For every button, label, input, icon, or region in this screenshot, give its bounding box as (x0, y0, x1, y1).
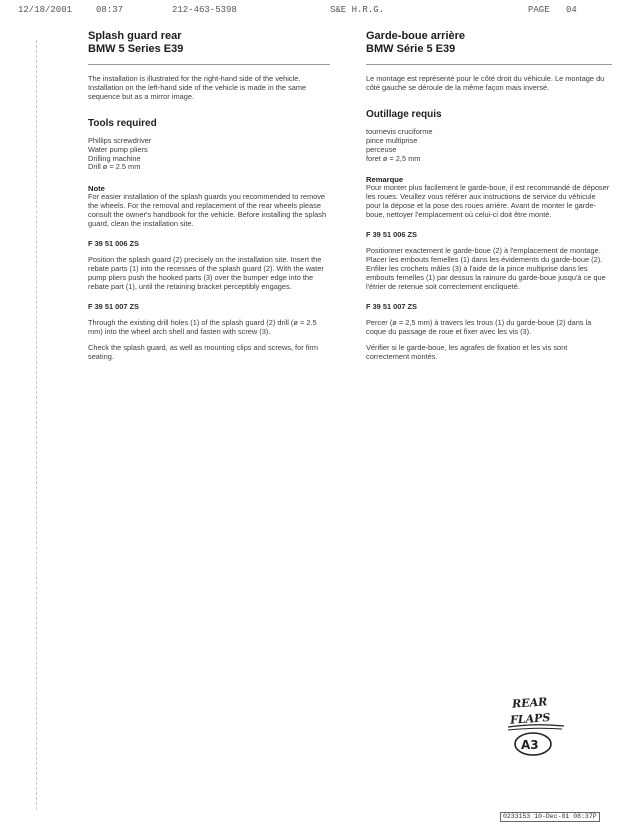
french-intro: Le montage est représenté pour le côté droit du véhicule. Le montage du côté gauche se déroule de la même façon mais inversé. (366, 74, 605, 92)
french-step-1: Positionner exactement le garde-boue (2) à l'emplacement de montage. Placer les embouts femelles (1) dans les évidements du garde-boue (2). Enfiler les crochets mâles (3) à l'aide de la pince multiprise dans les embouts femelles (1) par dessus la rainure du garde-boue jusqu'à ce que l'étrier de retenue soit correctement encliqueté. (366, 246, 606, 291)
fax-page-label: PAGE (528, 5, 550, 15)
english-step-2: Through the existing drill holes (1) of the splash guard (2) drill (ø = 2.5 mm) into the wheel arch shell and fasten with screw (3). (88, 317, 317, 336)
english-column (88, 30, 330, 370)
english-tool-item: Water pump pliers (88, 144, 148, 154)
english-title-rule (88, 64, 330, 65)
french-tool-item: tournevis cruciforme (366, 126, 433, 136)
french-part-number-2: F 39 51 007 ZS (366, 301, 417, 311)
english-tool-item: Phillips screwdriver (88, 135, 152, 145)
french-part-number-1: F 39 51 006 ZS (366, 230, 417, 240)
english-step-3: Check the splash guard, as well as mounting clips and screws, for firm seating. (88, 343, 319, 362)
french-title-rule (366, 64, 612, 65)
french-title-line2: BMW Série 5 E39 (366, 43, 456, 55)
fax-header (0, 0, 637, 16)
english-intro: The installation is illustrated for the right-hand side of the vehicle. Installation on the left-hand side of the vehicle is made in the same sequence but as a mirror image. (88, 74, 307, 101)
fax-page-number: 04 (566, 5, 577, 15)
french-tool-item: perceuse (366, 144, 397, 154)
french-note-title: Remarque (366, 175, 404, 185)
english-part-number-2: F 39 51 007 ZS (88, 301, 139, 311)
french-step-2: Percer (ø = 2,5 mm) à travers les trous (1) du garde-boue (2) dans la coque du passage de roue et fixer avec les vis (3). (366, 317, 592, 336)
fax-time: 08:37 (96, 5, 124, 15)
english-tools-list (88, 137, 330, 173)
french-tools-list (366, 128, 612, 164)
english-part-number-1: F 39 51 006 ZS (88, 238, 139, 248)
french-tool-item: pince multiprise (366, 135, 418, 145)
english-title-line1: Splash guard rear (88, 30, 182, 42)
english-note-title: Note (88, 184, 105, 194)
english-tools-title: Tools required (88, 117, 157, 129)
french-title-line1: Garde-boue arrière (366, 30, 466, 42)
handwriting-circle-text: A3 (521, 738, 539, 752)
english-title-line2: BMW 5 Series E39 (88, 43, 184, 55)
french-step-3: Vérifier si le garde-boue, les agrafes de fixation et les vis sont correctement montés. (366, 343, 568, 362)
french-tools-title: Outillage requis (366, 108, 442, 120)
handwriting-line1: REAR (511, 695, 548, 711)
english-tool-item: Drill ø = 2.5 mm (88, 162, 141, 172)
french-note-text: Pour monter plus facilement le garde-boue, il est recommandé de déposer les roues. Veuillez vous référer aux instructions de service du véhicule pour la dépose et la pose des roues arrière. Avant de monter le garde-boue, nettoyer l'emplacement où celui-ci doit être monté. (366, 183, 610, 220)
french-column (366, 30, 612, 370)
handwriting-line2: FLAPS (509, 711, 551, 727)
handwritten-annotation (506, 690, 570, 770)
fax-sender: S&E H.R.G. (330, 5, 385, 15)
english-step-1: Position the splash guard (2) precisely on the installation site. Insert the rebate parts (1) into the recesses of the splash guard (2). With the water pump pliers push the hooked parts (3) over the bumper edge into the rebate part (1), until the retaining bracket perceptibly engages. (88, 254, 324, 291)
fax-date: 12/18/2001 (18, 5, 73, 15)
fax-phone: 212-463-5398 (172, 5, 237, 15)
margin-divider (36, 40, 37, 810)
english-tool-item: Drilling machine (88, 153, 141, 163)
french-tool-item: foret ø = 2,5 mm (366, 153, 421, 163)
english-note-text: For easier installation of the splash guards you recommended to remove the wheels. For the removal and replacement of the rear wheels please consult the owner's handbook for the vehicle. Before installing the splash guard, clean the installation site. (88, 192, 327, 229)
footer-code: 0233153 10-Dec-01 08:37P (500, 812, 600, 822)
handwriting-underline (508, 728, 562, 730)
